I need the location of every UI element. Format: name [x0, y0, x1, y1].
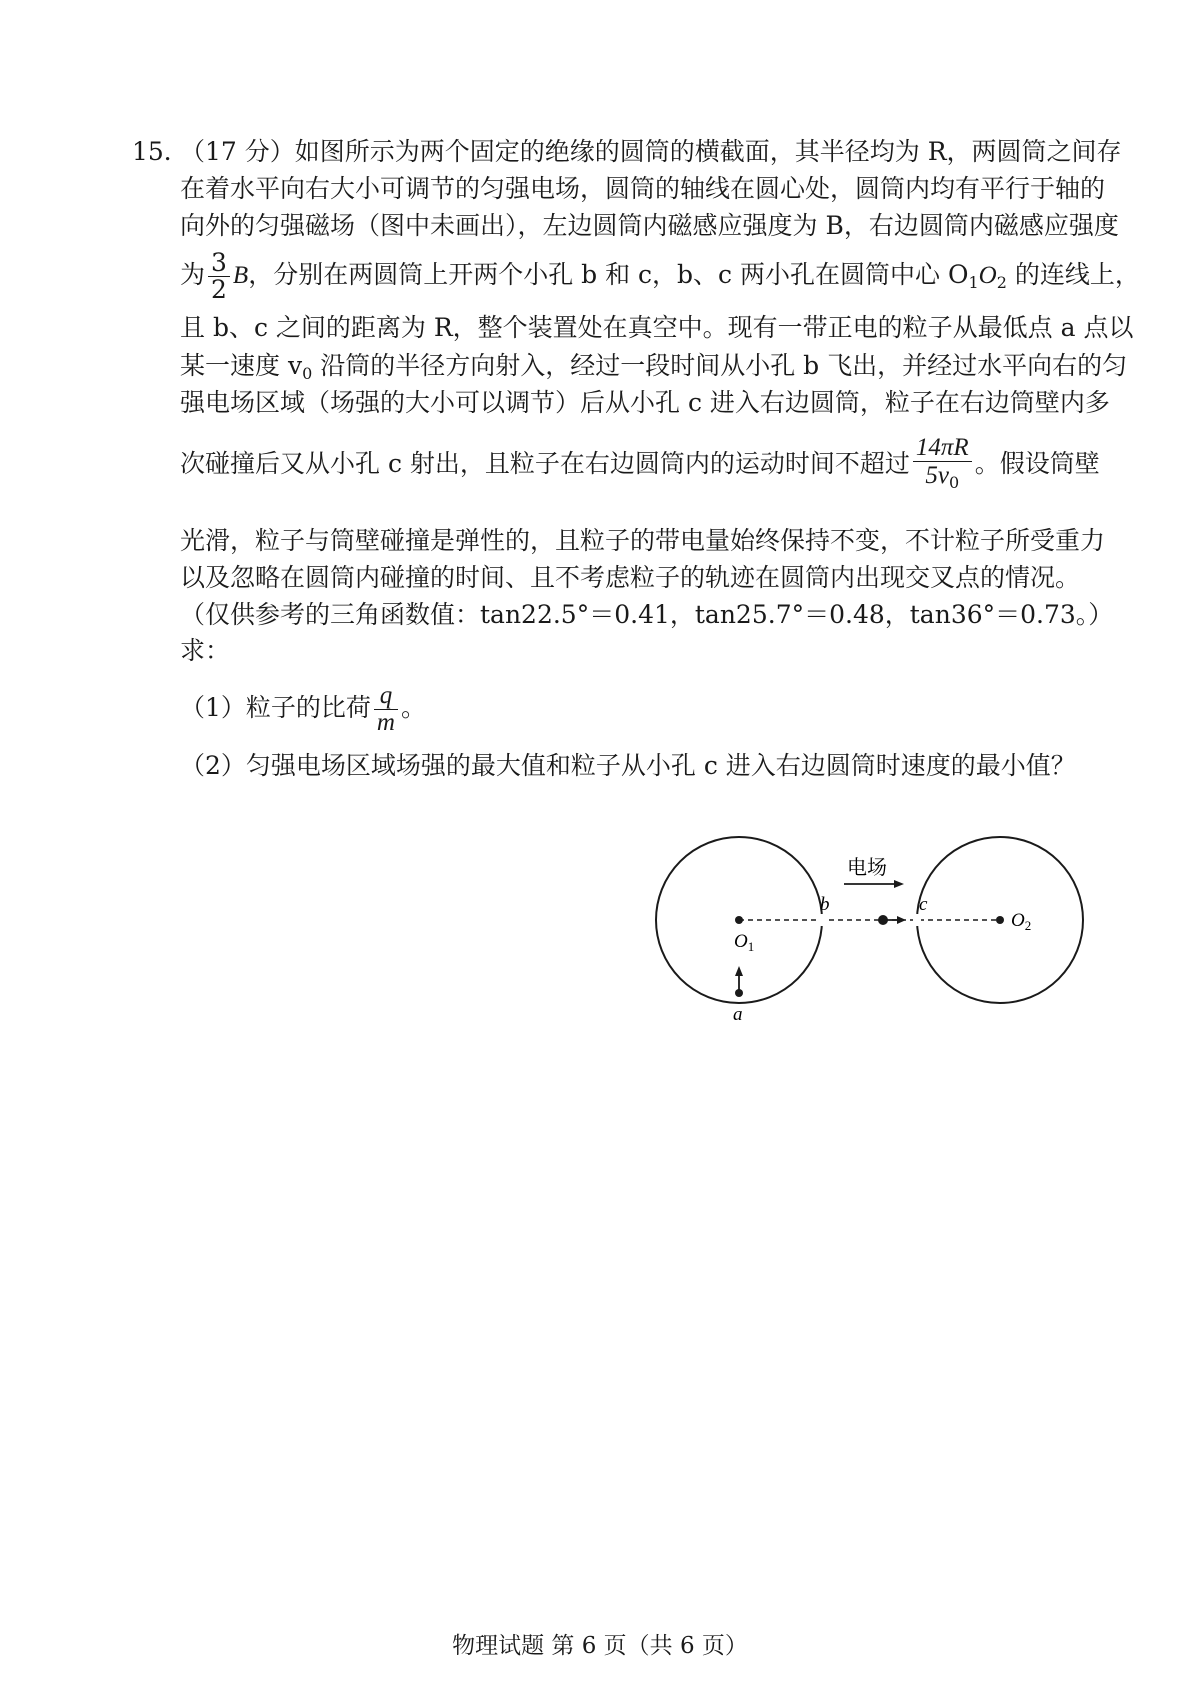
- label-o2: [1011, 910, 1031, 933]
- fraction-den-main: 5v: [925, 462, 950, 489]
- question-part-1: [180, 683, 426, 736]
- fraction-numerator: q: [374, 683, 398, 710]
- part1-prefix: （1）粒子的比荷: [180, 693, 371, 722]
- question-line-9: 光滑，粒子与筒壁碰撞是弹性的，且粒子的带电量始终保持不变，不计粒子所受重力: [180, 526, 1106, 555]
- question-line-3: 向外的匀强磁场（图中未画出），左边圆筒内磁感应强度为 B，右边圆筒内磁感应强度: [180, 211, 1119, 240]
- fraction-time-limit: [913, 435, 972, 496]
- line6-prefix: 某一速度 v: [180, 351, 303, 380]
- fraction-denominator: 2: [211, 275, 227, 304]
- fraction-numerator: 14πR: [913, 435, 972, 462]
- question-part-2: （2）匀强电场区域场强的最大值和粒子从小孔 c 进入右边圆筒时速度的最小值？: [180, 751, 1076, 780]
- line8-text: 次碰撞后又从小孔 c 射出，且粒子在右边圆筒内的运动时间不超过: [180, 449, 910, 478]
- center-o2-dot: [996, 916, 1004, 924]
- question-line-6: [180, 349, 1127, 391]
- center-o1-dot: [735, 916, 743, 924]
- fraction-three-halves: [208, 250, 230, 303]
- line4-sub2: 2: [996, 273, 1007, 292]
- particle-arrow-head: [897, 916, 906, 924]
- line4-end: 的连线上，: [1006, 260, 1140, 289]
- part1-end: 。: [400, 693, 426, 722]
- line6-sub: 0: [302, 364, 313, 383]
- label-o1: [734, 931, 754, 954]
- question-line-2: 在着水平向右大小可调节的匀强电场，圆筒的轴线在圆心处，圆筒内均有平行于轴的: [180, 174, 1106, 203]
- label-c: c: [919, 894, 928, 915]
- line4-prefix: 为: [180, 260, 206, 289]
- question-line-7: 强电场区域（场强的大小可以调节）后从小孔 c 进入右边圆筒，粒子在右边筒壁内多: [180, 388, 1110, 417]
- fraction-charge-mass: [374, 683, 398, 736]
- question-number: 15．: [132, 137, 189, 166]
- question-line-8: [180, 435, 1100, 496]
- fraction-denominator: [913, 462, 972, 496]
- question-line-4: [180, 250, 1140, 303]
- line4-sub1: 1: [968, 273, 979, 292]
- initial-arrow-head: [735, 966, 743, 976]
- label-b: b: [820, 894, 830, 915]
- question-line-10: 以及忽略在圆筒内碰撞的时间、且不考虑粒子的轨迹在圆筒内出现交叉点的情况。: [180, 563, 1081, 592]
- question-line-5: 且 b、c 之间的距离为 R，整个装置处在真空中。现有一带正电的粒子从最低点 a 点以: [180, 313, 1134, 342]
- line6-text: 沿筒的半径方向射入，经过一段时间从小孔 b 飞出，并经过水平向右的匀: [312, 351, 1128, 380]
- page-footer: 物理试题 第 6 页（共 6 页）: [452, 1633, 748, 1659]
- fraction-denominator: m: [376, 709, 395, 736]
- question-line-12: 求：: [180, 636, 231, 665]
- cylinders-diagram: [640, 830, 1090, 1030]
- label-o2-sub: 2: [1024, 918, 1032, 933]
- line8-end: 。假设筒壁: [974, 449, 1100, 478]
- question-line-1: （17 分）如图所示为两个固定的绝缘的圆筒的横截面，其半径均为 R，两圆筒之间存: [180, 137, 1122, 166]
- hole-c: [913, 914, 921, 926]
- label-o2-main: O: [1011, 910, 1025, 931]
- line4-text: ，分别在两圆筒上开两个小孔 b 和 c，b、c 两小孔在圆筒中心 O: [248, 260, 969, 289]
- label-o1-sub: 1: [747, 939, 755, 954]
- field-arrow-head: [894, 880, 904, 888]
- line4-var: B: [232, 262, 249, 289]
- label-o1-main: O: [734, 931, 748, 952]
- line4-o2: O: [978, 262, 997, 289]
- hole-b: [818, 914, 826, 926]
- question-line-11: （仅供参考的三角函数值：tan22.5°＝0.41，tan25.7°＝0.48，tan36°＝0.73。）: [180, 600, 1114, 629]
- field-label: 电场: [847, 855, 887, 879]
- label-a: a: [733, 1004, 743, 1025]
- fraction-numerator: 3: [208, 250, 230, 277]
- fraction-den-sub: 0: [949, 473, 960, 492]
